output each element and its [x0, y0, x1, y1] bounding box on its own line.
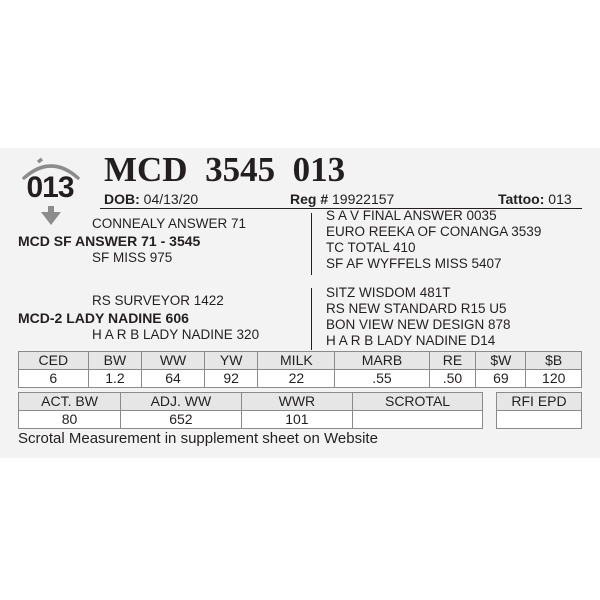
registration-label: Reg #	[290, 191, 329, 207]
rfi-value	[497, 411, 582, 429]
epd-header-yw: YW	[204, 352, 258, 370]
epd-header-row	[19, 352, 582, 370]
actuals-value-scrotal	[353, 411, 483, 429]
dam-right-line: RS NEW STANDARD R15 U5	[326, 301, 507, 316]
epd-header-milk: MILK	[258, 352, 335, 370]
actuals-table	[18, 392, 483, 429]
animal-name: MCD 3545 013	[104, 150, 346, 189]
rfi-value-row	[497, 411, 582, 429]
actuals-header-scrotal: SCROTAL	[353, 393, 483, 411]
actuals-header-bw: ACT. BW	[19, 393, 121, 411]
rfi-header-row	[497, 393, 582, 411]
epd-value-milk: 22	[258, 370, 335, 388]
sire-dam: SF MISS 975	[92, 250, 173, 265]
sire-right-line: EURO REEKA OF CONANGA 3539	[326, 224, 542, 239]
tattoo-label: Tattoo:	[498, 191, 545, 207]
rfi-table	[496, 392, 582, 429]
dam: MCD-2 LADY NADINE 606	[18, 310, 189, 326]
sire-right-line: TC TOTAL 410	[326, 240, 416, 255]
epd-header-ww: WW	[142, 352, 205, 370]
lot-number: 013	[26, 171, 74, 204]
epd-value-marb: .55	[335, 370, 429, 388]
epd-value-row	[19, 370, 582, 388]
dam-right-line: H A R B LADY NADINE D14	[326, 333, 496, 348]
epd-value-w-index: 69	[476, 370, 526, 388]
epd-value-ced: 6	[19, 370, 89, 388]
epd-value-bw: 1.2	[88, 370, 142, 388]
epd-header-bw: BW	[88, 352, 142, 370]
epd-header-marb: MARB	[335, 352, 429, 370]
actuals-value-row	[19, 411, 483, 429]
dob-value: 04/13/20	[143, 191, 199, 207]
sire: MCD SF ANSWER 71 - 3545	[18, 233, 201, 249]
actuals-header-ww: ADJ. WW	[121, 393, 242, 411]
tattoo-value: 013	[548, 191, 572, 207]
dam-right-line: BON VIEW NEW DESIGN 878	[326, 317, 511, 332]
epd-header-w-index: $W	[476, 352, 526, 370]
footnote: Scrotal Measurement in supplement sheet on Website	[18, 430, 378, 447]
sire-right-line: S A V FINAL ANSWER 0035	[326, 208, 497, 223]
epd-header-ced: CED	[19, 352, 89, 370]
epd-value-re: .50	[429, 370, 476, 388]
dam-right-line: SITZ WISDOM 481T	[326, 285, 451, 300]
dob-label: DOB:	[104, 191, 140, 207]
actuals-value-wwr: 101	[241, 411, 352, 429]
sire-right-line: SF AF WYFFELS MISS 5407	[326, 256, 502, 271]
epd-header-b-index: $B	[526, 352, 582, 370]
actuals-header-wwr: WWR	[241, 393, 352, 411]
dam-dam: H A R B LADY NADINE 320	[92, 327, 260, 342]
epd-header-re: RE	[429, 352, 476, 370]
epd-value-ww: 64	[142, 370, 205, 388]
epd-table	[18, 351, 582, 388]
dob-field	[104, 190, 198, 208]
actuals-value-bw: 80	[19, 411, 121, 429]
rfi-header: RFI EPD	[497, 393, 582, 411]
epd-value-yw: 92	[204, 370, 258, 388]
actuals-header-row	[19, 393, 483, 411]
dam-bracket	[311, 288, 312, 350]
registration-value: 19922157	[332, 191, 395, 207]
sire-bracket	[311, 213, 312, 275]
sire-sire: CONNEALY ANSWER 71	[92, 216, 247, 231]
dam-sire: RS SURVEYOR 1422	[92, 293, 224, 308]
tattoo-field	[498, 190, 572, 208]
epd-value-b-index: 120	[526, 370, 582, 388]
actuals-value-ww: 652	[121, 411, 242, 429]
registration-field	[290, 190, 394, 208]
